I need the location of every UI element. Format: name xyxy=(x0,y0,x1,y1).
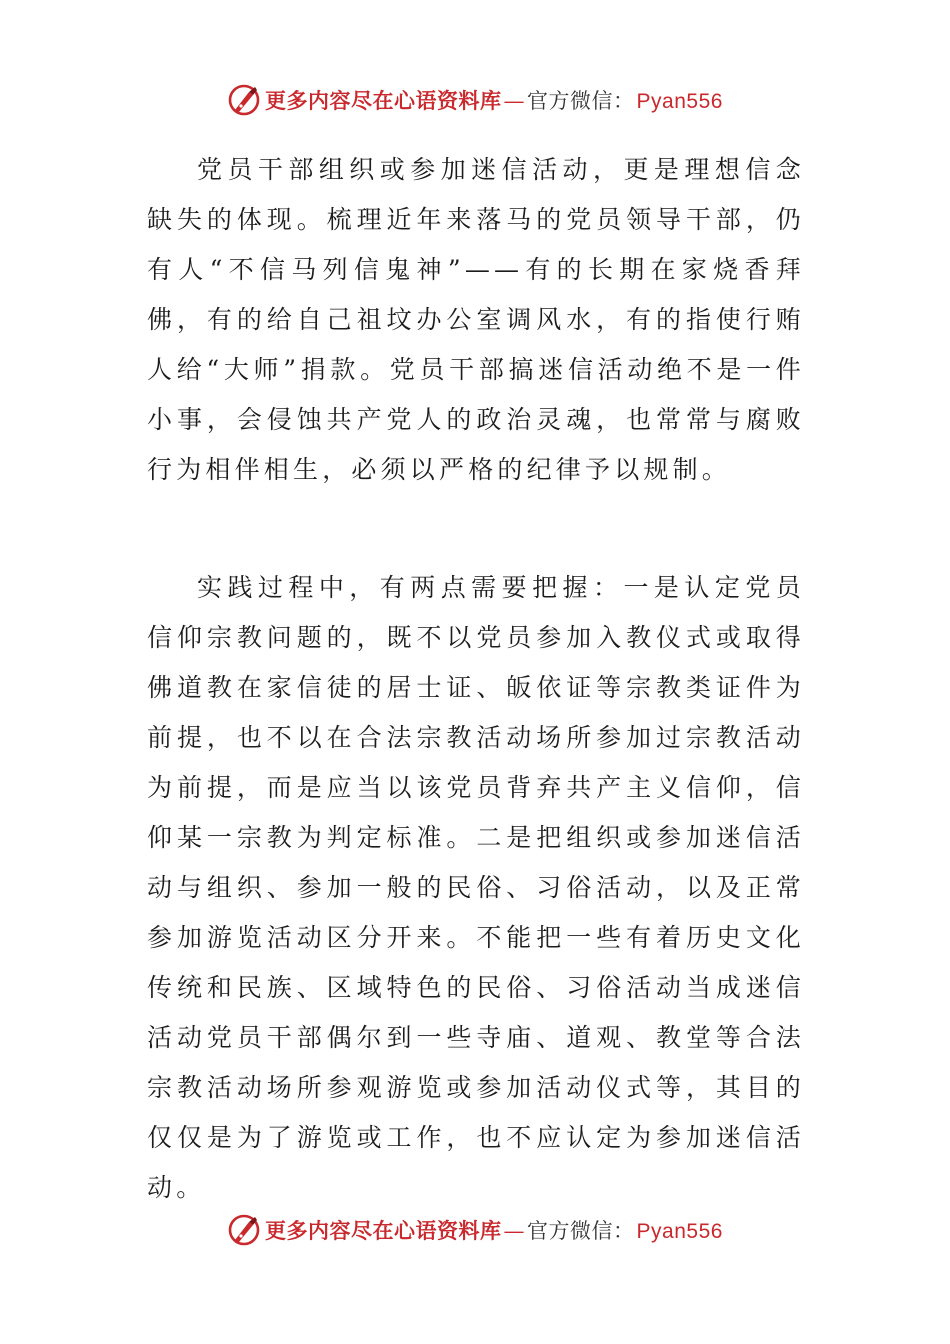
header-dash: — xyxy=(503,89,526,113)
header-watermark xyxy=(0,78,950,122)
paragraph-2: 实践过程中，有两点需要把握：一是认定党员信仰宗教问题的，既不以党员参加入教仪式或取得佛道教在家信徒的居士证、皈依证等宗教类证件为前提，也不以在合法宗教活动场所参加过宗教活动为前提，而是应当以该党员背弃共产主义信仰，信仰某一宗教为判定标准。二是把组织或参加迷信活动与组织、参加一般的民俗、习俗活动，以及正常参加游览活动区分开来。不能把一些有着历史文化传统和民族、区域特色的民俗、习俗活动当成迷信活动党员干部偶尔到一些寺庙、道观、教堂等合法宗教活动场所参观游览或参加活动仪式等，其目的仅仅是为了游览或工作，也不应认定为参加迷信活动。 xyxy=(147,573,805,1202)
footer-wechat-label: 官方微信： xyxy=(527,1219,635,1243)
paragraph-1: 党员干部组织或参加迷信活动，更是理想信念缺失的体现。梳理近年来落马的党员领导干部，仍有人“不信马列信鬼神”——有的长期在家烧香拜佛，有的给自己祖坟办公室调风水，有的指使行贿人给“大师”捐款。党员干部搞迷信活动绝不是一件小事，会侵蚀共产党人的政治灵魂，也常常与腐败行为相伴相生，必须以严格的纪律予以规制。 xyxy=(147,155,805,484)
pen-nib-logo-icon xyxy=(227,83,261,117)
footer-title: 更多内容尽在心语资料库 xyxy=(265,1218,502,1243)
header-text xyxy=(265,85,723,115)
header-title: 更多内容尽在心语资料库 xyxy=(265,88,502,113)
footer-text xyxy=(265,1215,723,1245)
footer-wechat-id: Pyan556 xyxy=(636,1220,723,1243)
header-wechat-label: 官方微信： xyxy=(527,89,635,113)
footer-dash: — xyxy=(503,1219,526,1243)
footer-watermark xyxy=(0,1208,950,1252)
pen-nib-logo-icon xyxy=(227,1213,261,1247)
header-wechat-id: Pyan556 xyxy=(636,90,723,113)
